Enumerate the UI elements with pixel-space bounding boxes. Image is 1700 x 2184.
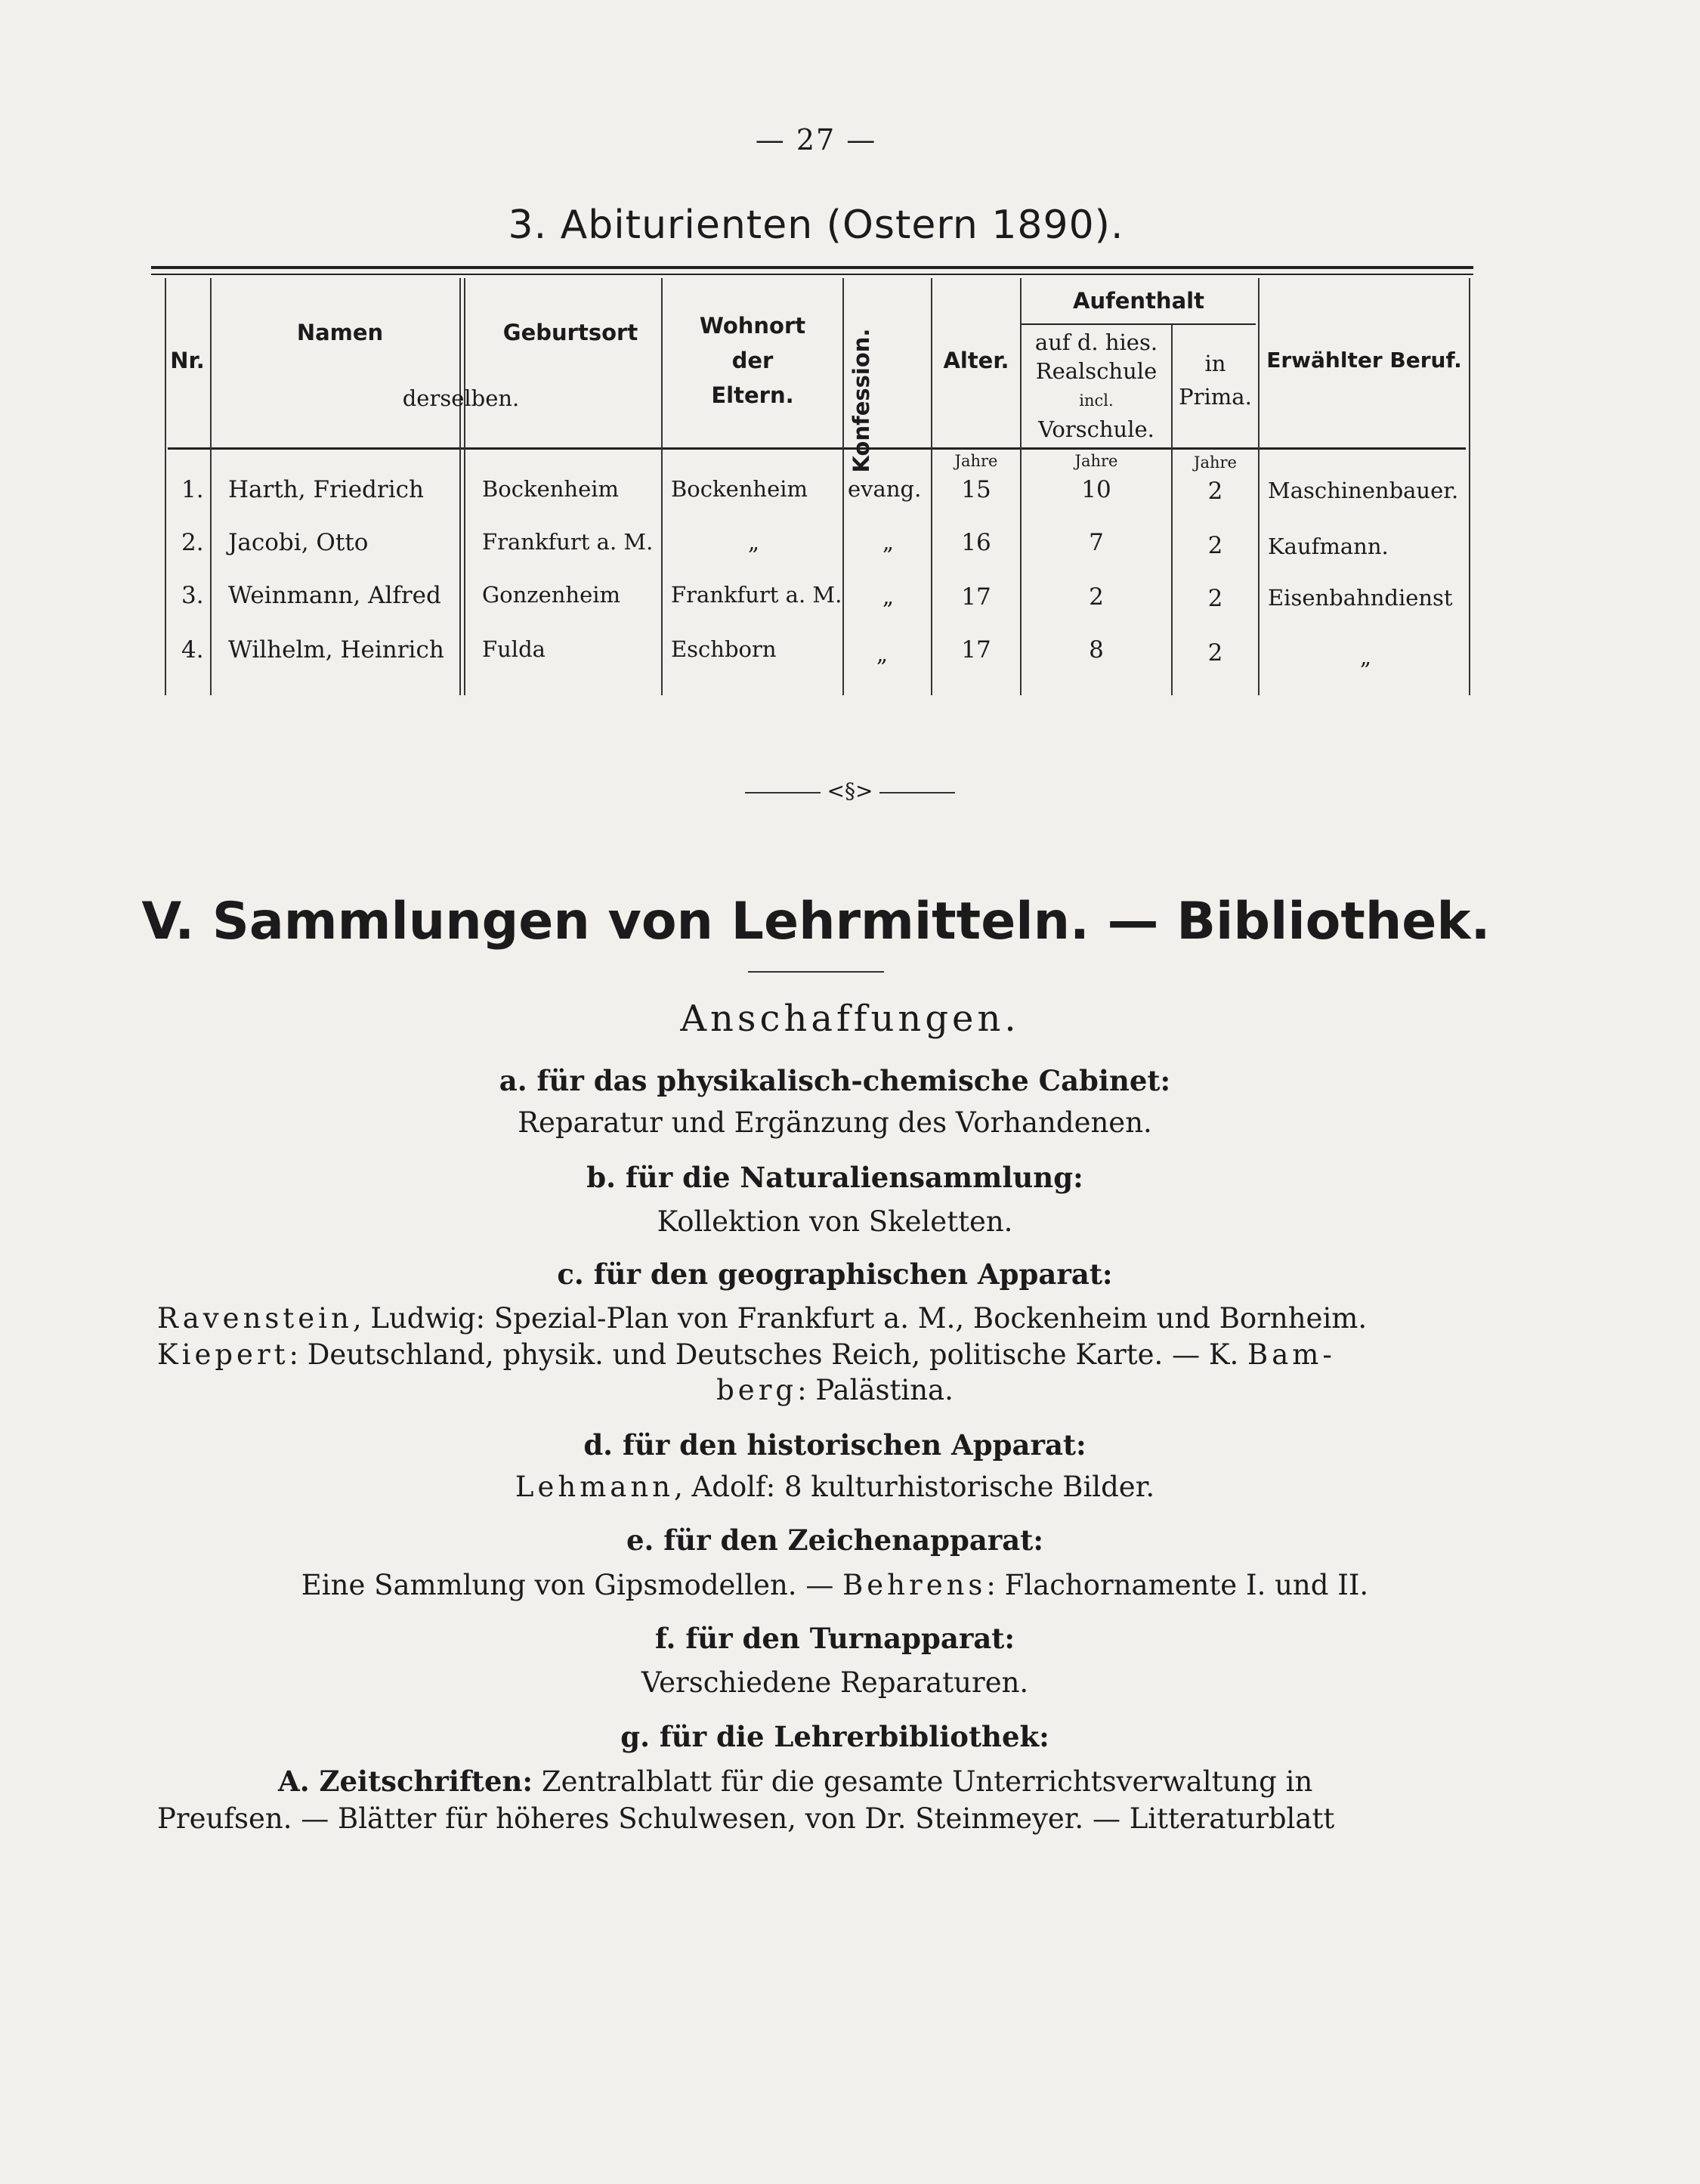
- cell-alter: 15: [961, 476, 991, 503]
- header-realschule-3: incl.: [1079, 391, 1114, 410]
- header-wohnort-3: Eltern.: [711, 382, 794, 408]
- cell-realschule: 7: [1089, 529, 1104, 556]
- cell-geburtsort: Frankfurt a. M.: [482, 529, 654, 555]
- cell-prima: 2: [1207, 585, 1223, 612]
- author-name: Lehmann: [515, 1471, 675, 1503]
- cell-beruf: „: [1360, 644, 1372, 670]
- col-border: [464, 278, 465, 695]
- entry-text: Eine Sammlung von Gipsmodellen. —: [301, 1569, 843, 1601]
- col-border: [459, 278, 461, 695]
- header-realschule-4: Vorschule.: [1038, 416, 1154, 442]
- cell-name: Harth, Friedrich: [228, 476, 424, 503]
- section-c-line-2: [157, 1338, 1487, 1371]
- header-wohnort-1: Wohnort: [699, 313, 806, 339]
- header-prima-1: in: [1204, 351, 1226, 376]
- section-d-heading: d. für den historischen Apparat:: [583, 1428, 1086, 1462]
- section-f-text: Verschiedene Reparaturen.: [641, 1666, 1029, 1699]
- ornament-rule-right: [879, 792, 955, 793]
- col-border: [661, 278, 663, 695]
- author-name: Ravenstein: [157, 1302, 353, 1335]
- entry-text: Zentralblatt für die gesamte Unterrichtsverwaltung in: [533, 1765, 1313, 1798]
- entry-text: : Flachornamente I. und II.: [986, 1569, 1369, 1601]
- cell-alter: 17: [961, 583, 991, 611]
- header-realschule-1: auf d. hies.: [1034, 329, 1158, 355]
- header-konfession: Konfession.: [848, 328, 874, 473]
- section-f-heading: f. für den Turnapparat:: [654, 1622, 1015, 1655]
- section-title: 3. Abiturienten (Ostern 1890).: [508, 203, 1124, 248]
- section-a-heading: a. für das physikalisch-chemische Cabinet:: [499, 1064, 1171, 1097]
- cell-geburtsort: Bockenheim: [482, 476, 620, 502]
- cell-alter: 16: [961, 529, 991, 556]
- entry-label: A. Zeitschriften:: [278, 1765, 533, 1798]
- col-border: [210, 278, 212, 695]
- ornament-glyph: <§>: [827, 778, 873, 803]
- cell-konfession: „: [882, 583, 895, 609]
- section-e-text: [0, 1569, 1685, 1601]
- author-name: Kiepert: [157, 1338, 289, 1371]
- header-geburtsort: Geburtsort: [502, 320, 638, 345]
- section-a-text: Reparatur und Ergänzung des Vorhandenen.: [518, 1106, 1152, 1139]
- cell-realschule: 8: [1089, 636, 1104, 664]
- cell-konfession: „: [876, 641, 889, 667]
- section-b-text: Kollektion von Skeletten.: [657, 1205, 1013, 1238]
- cell-nr: 4.: [181, 636, 204, 664]
- header-nr: Nr.: [170, 348, 205, 373]
- author-name: berg: [716, 1374, 798, 1406]
- entry-text: : Palästina.: [797, 1374, 954, 1406]
- table-top-rule-2: [151, 274, 1473, 275]
- cell-name: Jacobi, Otto: [228, 529, 369, 556]
- unit-jahre: Jahre: [1074, 452, 1118, 470]
- cell-beruf: Eisenbahndienst: [1268, 585, 1453, 611]
- cell-realschule: 2: [1089, 583, 1104, 611]
- header-namen: Namen: [296, 320, 384, 345]
- section-c-line-1: [157, 1302, 1487, 1335]
- header-aufenthalt: Aufenthalt: [1073, 288, 1204, 314]
- cell-name: Weinmann, Alfred: [228, 582, 441, 609]
- header-alter: Alter.: [943, 348, 1009, 373]
- header-beruf: Erwählter Beruf.: [1266, 348, 1462, 373]
- sub-heading: Anschaffungen.: [680, 998, 1020, 1040]
- header-wohnort-2: der: [731, 348, 774, 373]
- cell-nr: 3.: [181, 582, 204, 609]
- cell-prima: 2: [1207, 532, 1223, 559]
- page-number: — 27 —: [755, 123, 877, 156]
- cell-prima: 2: [1207, 639, 1223, 667]
- unit-jahre: Jahre: [1194, 453, 1237, 472]
- ornament-rule-left: [745, 792, 821, 793]
- entry-text: : Deutschland, physik. und Deutsches Reich, politische Karte. — K.: [289, 1338, 1247, 1371]
- cell-wohnort: Frankfurt a. M.: [671, 582, 842, 608]
- cell-name: Wilhelm, Heinrich: [228, 636, 444, 664]
- col-border: [1258, 278, 1260, 695]
- table-header-rule: [168, 447, 1466, 450]
- main-heading: V. Sammlungen von Lehrmitteln. — Bibliothek.: [141, 892, 1491, 951]
- cell-beruf: Kaufmann.: [1268, 534, 1389, 559]
- col-border: [842, 278, 844, 695]
- section-b-heading: b. für die Naturaliensammlung:: [586, 1161, 1083, 1194]
- section-e-heading: e. für den Zeichenapparat:: [626, 1524, 1044, 1557]
- section-c-heading: c. für den geographischen Apparat:: [557, 1258, 1113, 1291]
- cell-geburtsort: Gonzenheim: [482, 582, 621, 608]
- cell-wohnort: Eschborn: [671, 636, 777, 662]
- cell-konfession: „: [882, 529, 895, 555]
- aufenthalt-rule: [1022, 323, 1256, 325]
- table-top-rule: [151, 266, 1473, 269]
- col-border: [1469, 278, 1470, 695]
- unit-jahre: Jahre: [954, 452, 998, 470]
- col-border: [165, 278, 166, 695]
- cell-nr: 2.: [181, 529, 204, 556]
- cell-realschule: 10: [1081, 476, 1111, 503]
- entry-text: , Adolf: 8 kulturhistorische Bilder.: [674, 1471, 1155, 1503]
- section-g-line-2: Preufsen. — Blätter für höheres Schulwesen, von Dr. Steinmeyer. — Litteraturblatt: [157, 1802, 1335, 1835]
- cell-alter: 17: [961, 636, 991, 664]
- heading-rule: [748, 971, 884, 973]
- header-realschule-2: Realschule: [1035, 358, 1158, 384]
- cell-prima: 2: [1207, 478, 1223, 505]
- entry-text: , Ludwig: Spezial-Plan von Frankfurt a. M., Bockenheim und Bornheim.: [352, 1302, 1368, 1335]
- header-derselben: derselben.: [402, 385, 520, 411]
- header-prima-2: Prima.: [1179, 384, 1252, 410]
- ornament-divider: [0, 778, 1700, 803]
- cell-konfession: evang.: [848, 476, 922, 502]
- section-g-heading: g. für die Lehrerbibliothek:: [620, 1720, 1049, 1753]
- cell-nr: 1.: [181, 476, 204, 503]
- section-c-line-3: [0, 1374, 1685, 1406]
- cell-wohnort: „: [748, 529, 760, 555]
- cell-geburtsort: Fulda: [482, 636, 546, 662]
- section-g-line-1: [278, 1765, 1487, 1798]
- section-d-text: [0, 1471, 1685, 1503]
- author-name: Behrens: [842, 1569, 987, 1601]
- author-name: Bam-: [1247, 1338, 1336, 1371]
- cell-beruf: Maschinenbauer.: [1268, 478, 1459, 503]
- cell-wohnort: Bockenheim: [671, 476, 808, 502]
